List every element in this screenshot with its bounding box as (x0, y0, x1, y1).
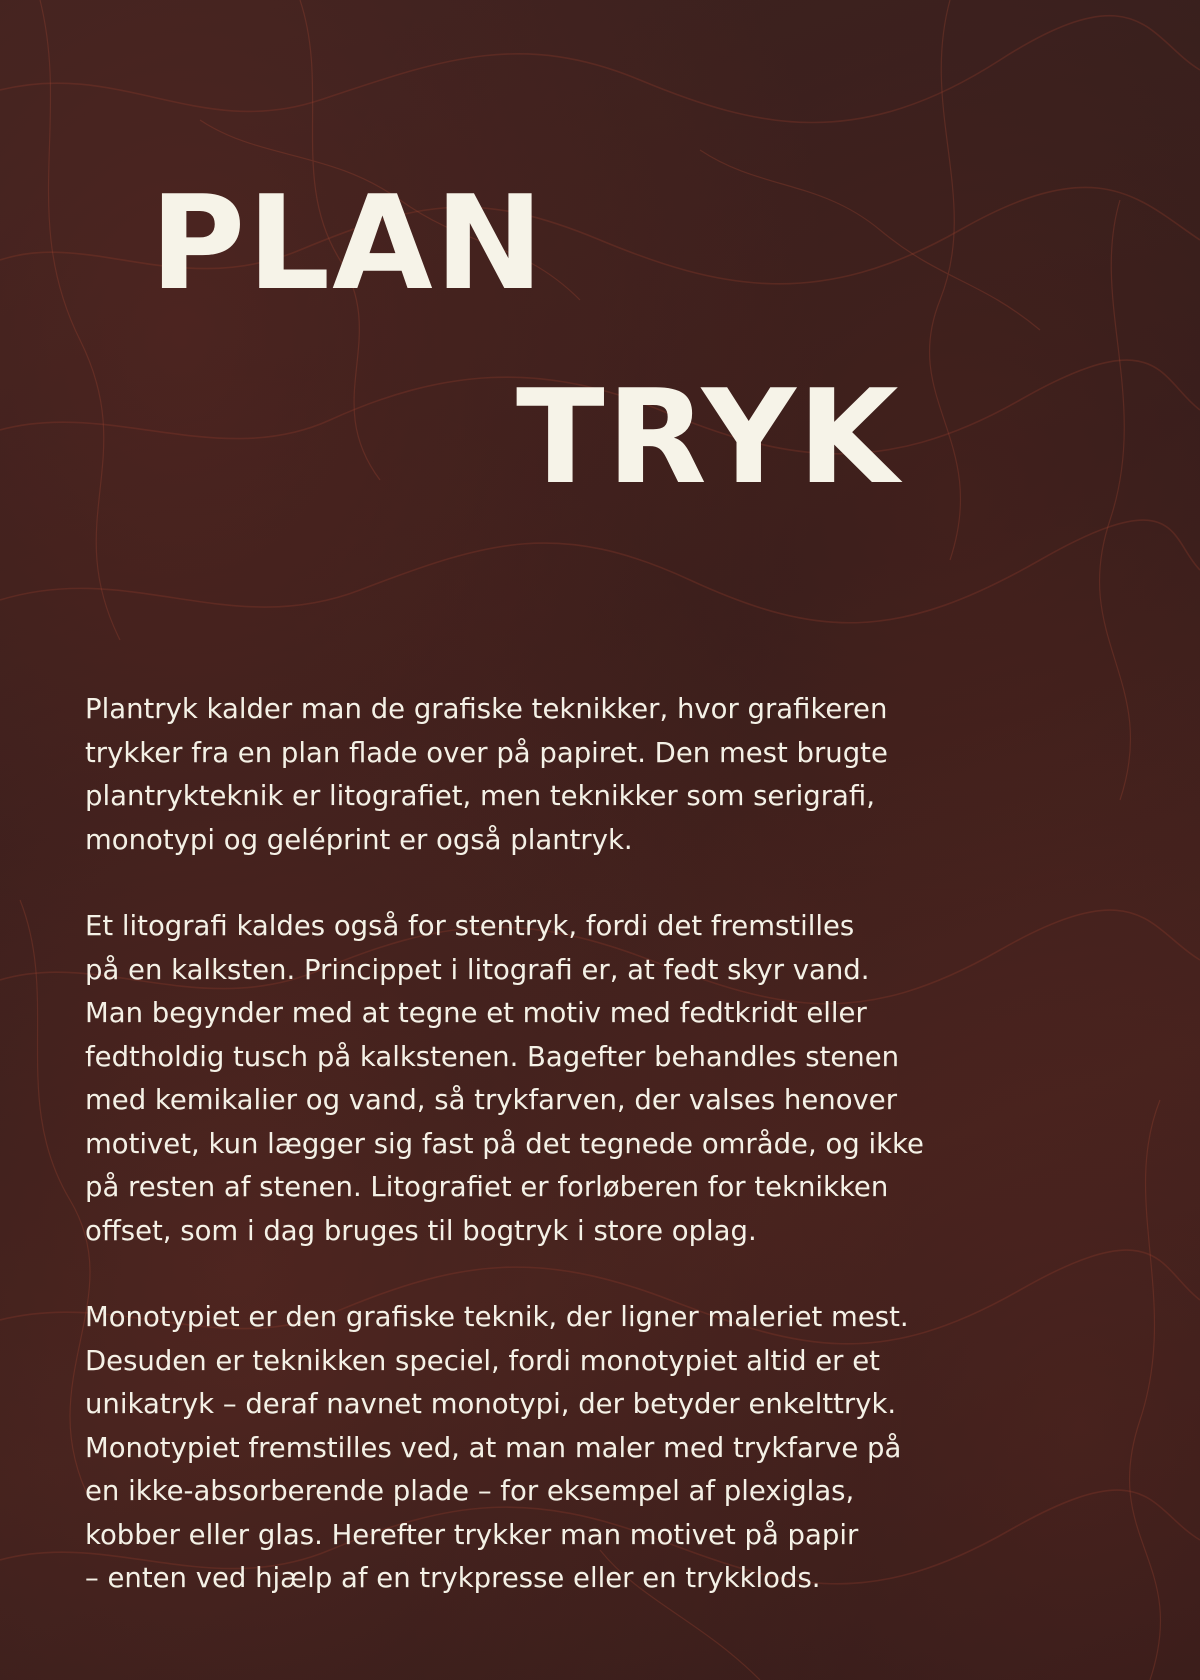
paragraph-litografi: Et litografi kaldes også for stentryk, fordi det fremstilles på en kalksten. Princippet i litografi er, at fedt skyr vand. Man begynder med at tegne et motiv med fedtkridt eller fedtholdig tusch på kalkstenen. Bagefter behandles stenen med kemikalier og vand, så trykfarven, der valses henover motivet, kun lægger sig fast på det tegnede område, og ikke på resten af stenen. Litografiet er forløberen for teknikken offset, som i dag bruges til bogtryk i store oplag. (85, 910, 924, 1247)
paragraph-monotypi: Monotypiet er den grafiske teknik, der ligner maleriet mest. Desuden er teknikken speciel, fordi monotypiet altid er et unikatryk – deraf navnet monotypi, der betyder enkelttryk. Monotypiet fremstilles ved, at man maler med trykfarve på en ikke-absorberende plade – for eksempel af plexiglas, kobber eller glas. Herefter trykker man motivet på papir – enten ved hjælp af en trykpresse eller en trykklods. (85, 1301, 909, 1594)
paragraph-plantryk: Plantryk kalder man de grafiske teknikker, hvor grafikeren trykker fra en plan flade over på papiret. Den mest brugte plantrykteknik er litografiet, men teknikker som serigrafi, monotypi og geléprint er også plantryk. (85, 693, 888, 856)
page-title-line-1: PLAN (150, 167, 546, 319)
body-text (85, 688, 1125, 1644)
page-title-line-2: TRYK (516, 361, 901, 513)
